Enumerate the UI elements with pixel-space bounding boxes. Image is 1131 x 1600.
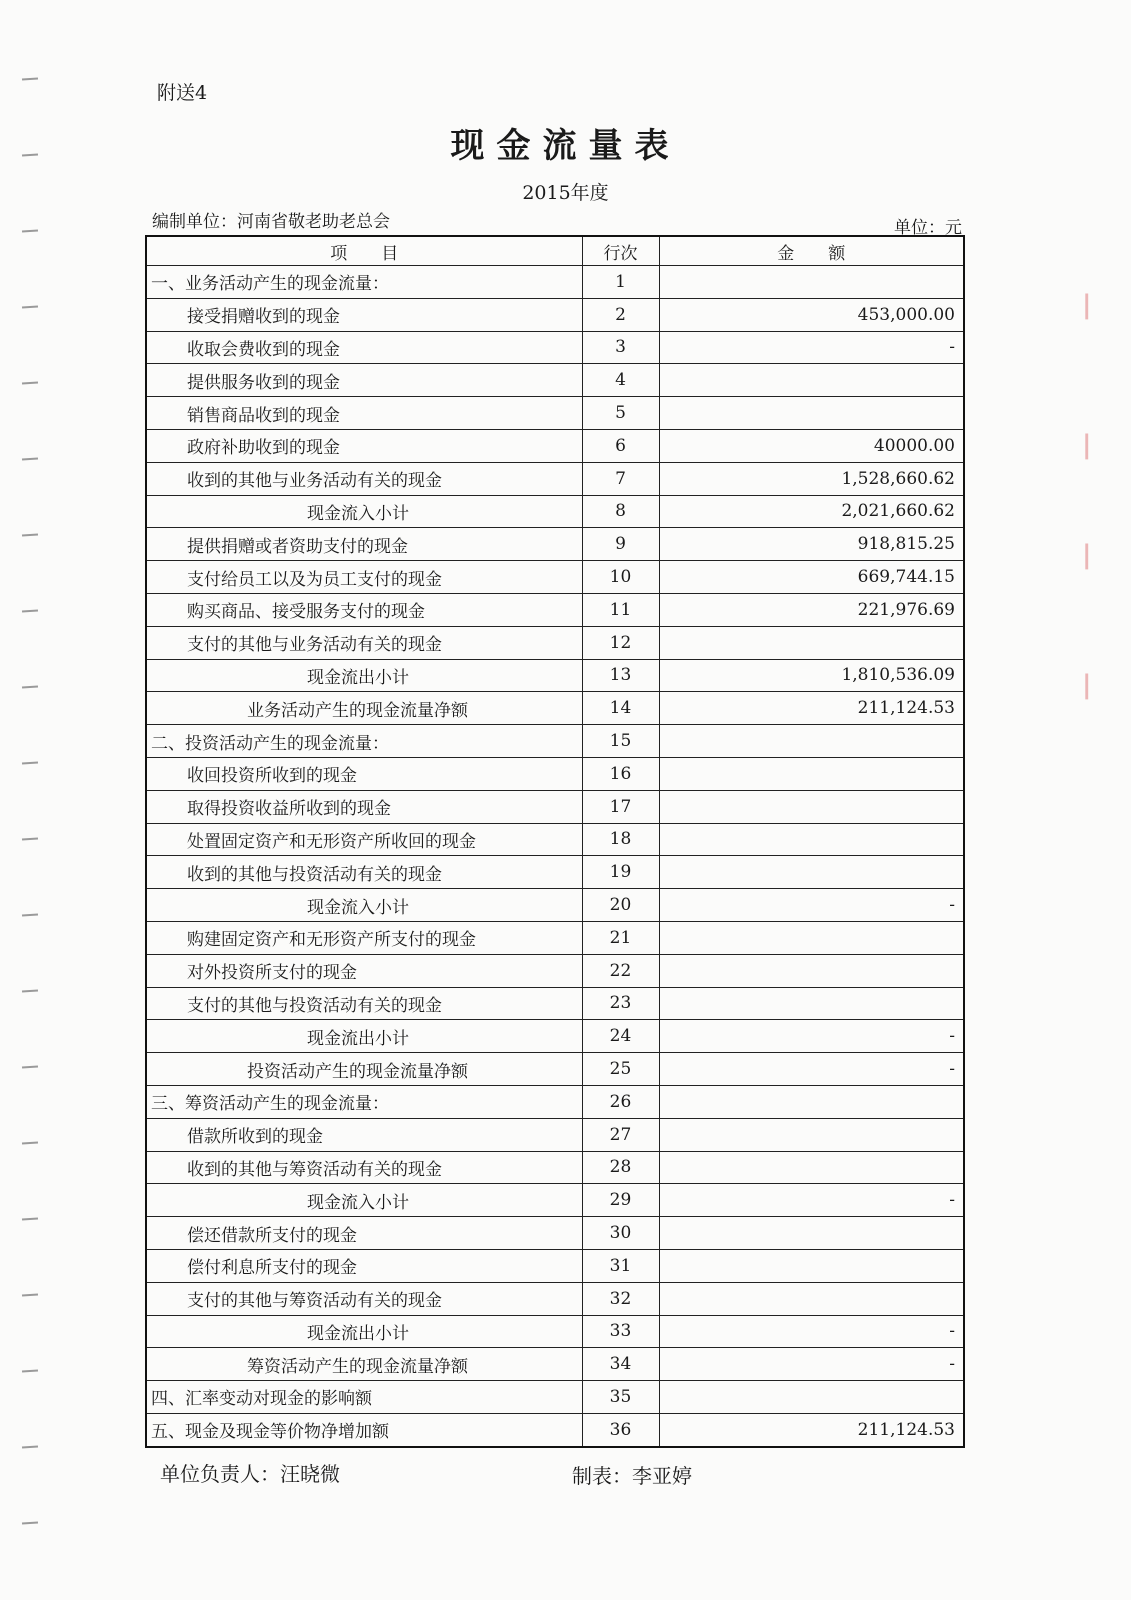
row-amount (659, 364, 964, 397)
row-item-label: 收到的其他与筹资活动有关的现金 (146, 1151, 582, 1184)
row-item-label: 现金流入小计 (146, 495, 582, 528)
row-line-number: 27 (582, 1118, 659, 1151)
row-amount: - (659, 1348, 964, 1381)
row-amount (659, 1085, 964, 1118)
binding-mark (22, 457, 38, 460)
binding-mark (22, 1445, 38, 1448)
row-line-number: 19 (582, 856, 659, 889)
row-item-label: 五、现金及现金等价物净增加额 (146, 1413, 582, 1446)
column-header-item: 项 目 (146, 236, 582, 266)
row-amount (659, 856, 964, 889)
table-row (146, 1053, 964, 1086)
binding-mark (22, 1293, 38, 1296)
row-amount (659, 1118, 964, 1151)
table-row (146, 1085, 964, 1118)
binding-mark (22, 1369, 38, 1372)
binding-mark (22, 533, 38, 536)
row-line-number: 1 (582, 266, 659, 299)
row-item-label: 二、投资活动产生的现金流量： (146, 725, 582, 758)
row-item-label: 偿还借款所支付的现金 (146, 1217, 582, 1250)
row-item-label: 收回投资所收到的现金 (146, 757, 582, 790)
unit-head-signature: 单位负责人：汪晓微 (160, 1462, 340, 1486)
row-line-number: 6 (582, 429, 659, 462)
row-amount: - (659, 1315, 964, 1348)
row-amount (659, 757, 964, 790)
table-row (146, 298, 964, 331)
row-item-label: 投资活动产生的现金流量净额 (146, 1053, 582, 1086)
row-amount (659, 397, 964, 430)
row-line-number: 15 (582, 725, 659, 758)
row-line-number: 29 (582, 1184, 659, 1217)
table-row (146, 1217, 964, 1250)
row-item-label: 业务活动产生的现金流量净额 (146, 692, 582, 725)
row-line-number: 34 (582, 1348, 659, 1381)
binding-mark (22, 609, 38, 612)
row-line-number: 28 (582, 1151, 659, 1184)
row-amount (659, 954, 964, 987)
row-amount (659, 790, 964, 823)
table-row (146, 561, 964, 594)
row-amount (659, 987, 964, 1020)
row-amount: - (659, 889, 964, 922)
table-row (146, 1315, 964, 1348)
row-amount (659, 1151, 964, 1184)
table-row (146, 692, 964, 725)
row-line-number: 23 (582, 987, 659, 1020)
row-item-label: 购买商品、接受服务支付的现金 (146, 593, 582, 626)
binding-mark (22, 1065, 38, 1068)
row-line-number: 31 (582, 1249, 659, 1282)
table-row (146, 397, 964, 430)
row-item-label: 处置固定资产和无形资产所收回的现金 (146, 823, 582, 856)
preparing-organization: 编制单位：河南省敬老助老总会 (152, 212, 390, 232)
row-item-label: 收到的其他与投资活动有关的现金 (146, 856, 582, 889)
row-amount (659, 1249, 964, 1282)
row-amount: - (659, 1053, 964, 1086)
row-line-number: 2 (582, 298, 659, 331)
row-item-label: 四、汇率变动对现金的影响额 (146, 1381, 582, 1414)
row-item-label: 一、业务活动产生的现金流量： (146, 266, 582, 299)
row-item-label: 偿付利息所支付的现金 (146, 1249, 582, 1282)
row-amount: 40000.00 (659, 429, 964, 462)
row-amount (659, 1217, 964, 1250)
table-row (146, 856, 964, 889)
row-item-label: 接受捐赠收到的现金 (146, 298, 582, 331)
row-line-number: 4 (582, 364, 659, 397)
table-row (146, 987, 964, 1020)
table-row (146, 1151, 964, 1184)
row-line-number: 24 (582, 1020, 659, 1053)
row-item-label: 现金流入小计 (146, 1184, 582, 1217)
row-line-number: 30 (582, 1217, 659, 1250)
binding-mark (22, 1217, 38, 1220)
row-line-number: 18 (582, 823, 659, 856)
report-period: 2015年度 (522, 182, 609, 204)
page-title: 现金流量表 (450, 126, 681, 166)
row-amount: 1,528,660.62 (659, 462, 964, 495)
table-header-row (146, 236, 964, 266)
row-item-label: 取得投资收益所收到的现金 (146, 790, 582, 823)
row-item-label: 现金流出小计 (146, 659, 582, 692)
row-line-number: 12 (582, 626, 659, 659)
row-item-label: 支付的其他与投资活动有关的现金 (146, 987, 582, 1020)
table-row (146, 757, 964, 790)
row-line-number: 36 (582, 1413, 659, 1446)
row-line-number: 20 (582, 889, 659, 922)
binding-mark (22, 685, 38, 688)
row-item-label: 销售商品收到的现金 (146, 397, 582, 430)
table-row (146, 331, 964, 364)
row-item-label: 现金流出小计 (146, 1020, 582, 1053)
table-row (146, 1020, 964, 1053)
binding-mark (22, 305, 38, 308)
row-item-label: 对外投资所支付的现金 (146, 954, 582, 987)
row-item-label: 收到的其他与业务活动有关的现金 (146, 462, 582, 495)
seal-stamp-edge: | | | | (1082, 290, 1092, 700)
row-line-number: 21 (582, 921, 659, 954)
row-item-label: 购建固定资产和无形资产所支付的现金 (146, 921, 582, 954)
table-row (146, 1249, 964, 1282)
row-amount: - (659, 1020, 964, 1053)
row-item-label: 现金流入小计 (146, 889, 582, 922)
table-row (146, 626, 964, 659)
binding-mark (22, 1521, 38, 1524)
row-item-label: 支付的其他与筹资活动有关的现金 (146, 1282, 582, 1315)
binding-mark (22, 77, 38, 80)
row-amount (659, 921, 964, 954)
row-amount: - (659, 331, 964, 364)
row-line-number: 35 (582, 1381, 659, 1414)
table-row (146, 462, 964, 495)
binding-mark (22, 761, 38, 764)
table-row (146, 1118, 964, 1151)
table-row (146, 1381, 964, 1414)
currency-unit: 单位：元 (894, 218, 962, 238)
binding-mark (22, 989, 38, 992)
row-item-label: 提供捐赠或者资助支付的现金 (146, 528, 582, 561)
row-line-number: 26 (582, 1085, 659, 1118)
cash-flow-table (145, 235, 965, 1448)
table-row (146, 429, 964, 462)
row-amount: - (659, 1184, 964, 1217)
row-amount: 1,810,536.09 (659, 659, 964, 692)
row-item-label: 政府补助收到的现金 (146, 429, 582, 462)
row-item-label: 三、筹资活动产生的现金流量： (146, 1085, 582, 1118)
row-item-label: 借款所收到的现金 (146, 1118, 582, 1151)
table-row (146, 593, 964, 626)
row-amount (659, 1282, 964, 1315)
row-line-number: 11 (582, 593, 659, 626)
row-amount (659, 823, 964, 856)
row-line-number: 13 (582, 659, 659, 692)
row-line-number: 7 (582, 462, 659, 495)
table-row (146, 1413, 964, 1446)
attachment-label: 附送4 (157, 82, 208, 104)
binding-mark (22, 381, 38, 384)
row-line-number: 8 (582, 495, 659, 528)
row-item-label: 收取会费收到的现金 (146, 331, 582, 364)
row-amount (659, 626, 964, 659)
row-amount: 453,000.00 (659, 298, 964, 331)
row-amount: 221,976.69 (659, 593, 964, 626)
row-item-label: 提供服务收到的现金 (146, 364, 582, 397)
row-line-number: 3 (582, 331, 659, 364)
binding-mark (22, 837, 38, 840)
row-item-label: 筹资活动产生的现金流量净额 (146, 1348, 582, 1381)
row-item-label: 现金流出小计 (146, 1315, 582, 1348)
column-header-line: 行次 (582, 236, 659, 266)
row-line-number: 9 (582, 528, 659, 561)
row-line-number: 16 (582, 757, 659, 790)
row-amount (659, 266, 964, 299)
table-row (146, 889, 964, 922)
row-amount: 211,124.53 (659, 692, 964, 725)
row-item-label: 支付给员工以及为员工支付的现金 (146, 561, 582, 594)
row-line-number: 5 (582, 397, 659, 430)
row-line-number: 17 (582, 790, 659, 823)
table-row (146, 528, 964, 561)
row-amount (659, 1381, 964, 1414)
row-amount: 669,744.15 (659, 561, 964, 594)
preparer-signature: 制表：李亚婷 (572, 1464, 692, 1488)
table-row (146, 266, 964, 299)
table-row (146, 1282, 964, 1315)
table-row (146, 1184, 964, 1217)
row-amount: 2,021,660.62 (659, 495, 964, 528)
table-body (146, 266, 964, 1447)
table-row (146, 495, 964, 528)
row-line-number: 10 (582, 561, 659, 594)
row-line-number: 25 (582, 1053, 659, 1086)
table-row (146, 364, 964, 397)
table-row (146, 659, 964, 692)
table-row (146, 823, 964, 856)
table-row (146, 954, 964, 987)
row-line-number: 33 (582, 1315, 659, 1348)
row-amount: 918,815.25 (659, 528, 964, 561)
table-row (146, 1348, 964, 1381)
binding-mark (22, 913, 38, 916)
row-item-label: 支付的其他与业务活动有关的现金 (146, 626, 582, 659)
binding-mark (22, 1141, 38, 1144)
table-row (146, 921, 964, 954)
binding-mark (22, 229, 38, 232)
row-amount: 211,124.53 (659, 1413, 964, 1446)
row-amount (659, 725, 964, 758)
row-line-number: 32 (582, 1282, 659, 1315)
row-line-number: 14 (582, 692, 659, 725)
column-header-amount: 金 额 (659, 236, 964, 266)
table-row (146, 790, 964, 823)
row-line-number: 22 (582, 954, 659, 987)
table-row (146, 725, 964, 758)
